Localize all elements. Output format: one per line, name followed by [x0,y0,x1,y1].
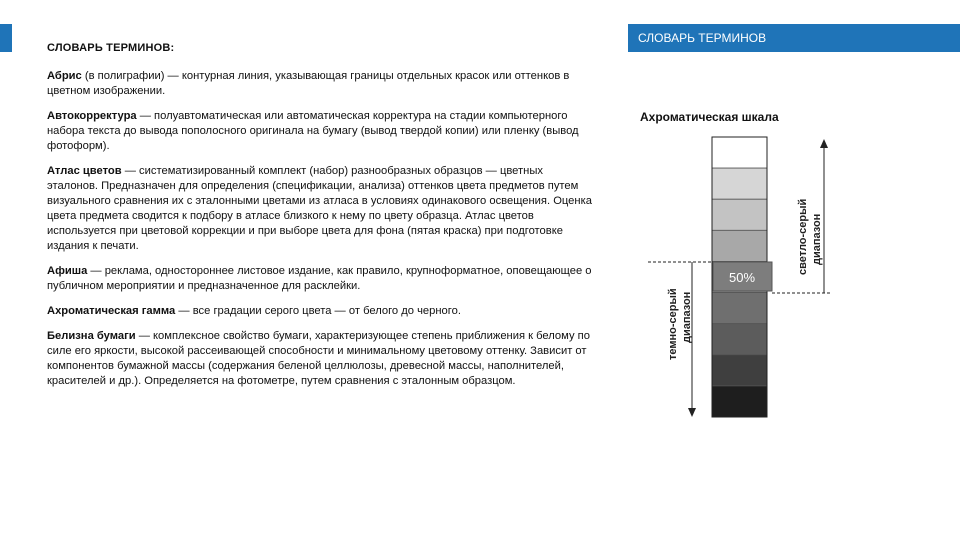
dark-range-label-line1: темно-серый [667,288,679,360]
term-name: Белизна бумаги [47,330,136,342]
terms-list [47,69,597,399]
page-title: СЛОВАРЬ ТЕРМИНОВ: [47,42,175,54]
light-range-label-line1: светло-серый [797,198,809,275]
dark-range-arrow-head [688,408,696,417]
fifty-percent-label: 50% [728,270,756,285]
scale-swatch [712,199,767,230]
term-item [47,329,597,389]
scale-swatch [712,324,767,355]
scale-swatch [712,230,767,261]
term-item [47,109,597,154]
dark-range-label-line2: диапазон [681,291,693,343]
header-title: СЛОВАРЬ ТЕРМИНОВ [638,31,767,45]
term-name: Абрис [47,70,82,82]
term-name: Ахроматическая гамма [47,305,176,317]
scale-swatch [712,293,767,324]
term-definition: — реклама, одностороннее листовое издание, как правило, крупноформатное, оповещающее о публичном мероприятии и предназначенное для расклейки. [47,265,592,292]
term-item [47,264,597,294]
term-name: Автокорректура [47,110,137,122]
scale-swatch [712,386,767,417]
term-item [47,304,597,319]
scale-swatch [712,168,767,199]
light-range-arrow-head [820,139,828,148]
term-definition: (в полиграфии) — контурная линия, указывающая границы отдельных красок или оттенков в цветном изображении. [47,70,570,97]
scale-swatch [712,137,767,168]
term-item [47,69,597,99]
term-name: Атлас цветов [47,165,122,177]
term-definition: — систематизированный комплект (набор) разнообразных образцов — цветных эталонов. Предназначен для определения (спецификации, анализа) оттенков цвета предметов путем визуального сравнения их с эталонными цветами из атласа в условиях одинакового освещения. Оценка цвета предмета сводится к подбору в атласе близкого к нему по цвету образца. Атлас цветов используется при цветовой коррекции и при выборе цвета для фона (пятая краска) при подготовке издания к печати. [47,165,592,252]
term-name: Афиша [47,265,88,277]
term-item [47,164,597,254]
term-definition: — полуавтоматическая или автоматическая корректура на стадии компьютерного набора текста до вывода пополосного оригинала на бумагу (вывод твердой копии) или пленку (вывод фотоформ). [47,110,579,152]
light-range-label-line2: диапазон [811,213,823,265]
achromatic-scale-title: Ахроматическая шкала [640,110,779,124]
term-definition: — комплексное свойство бумаги, характеризующее степень приближения к белому по силе его яркости, высокой рассеивающей способности и минимальному цветовому оттенку. Зависит от компонентов бумажной массы (содержания беленой целлюлозы, древесной массы, наполнителей, красителей и др.). Определяется на фотометре, путем сравнения с эталонным образцом. [47,330,590,387]
achromatic-scale-figure [640,125,840,425]
scale-swatch [712,355,767,386]
header-bar [628,24,960,52]
left-accent-marker [0,24,12,52]
term-definition: — все градации серого цвета — от белого до черного. [175,305,461,317]
